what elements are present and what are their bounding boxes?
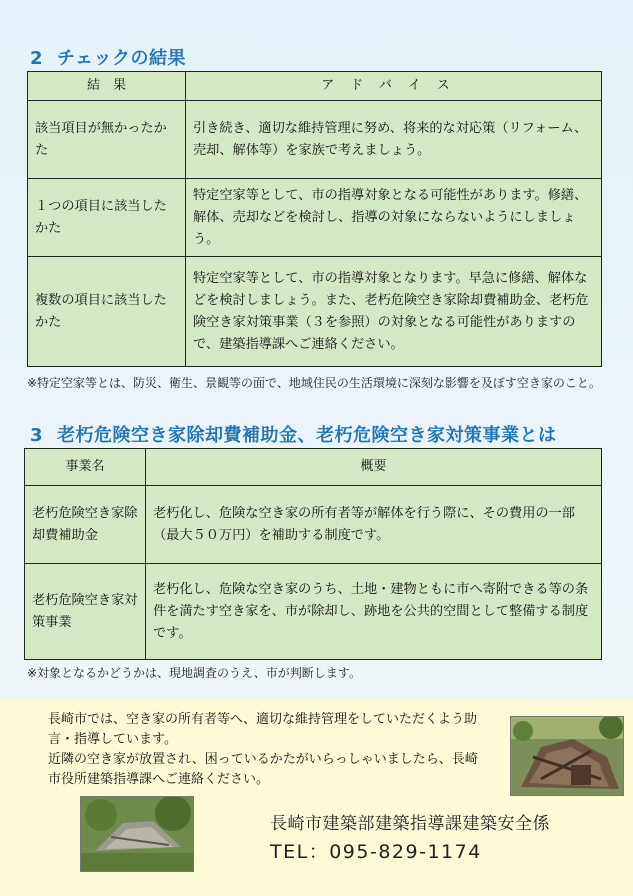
collapsed-house-photo	[510, 716, 624, 796]
check-result-table	[27, 71, 602, 367]
program-name-cell: 老朽危険空き家対策事業	[25, 564, 146, 660]
program-summary-cell: 老朽化し、危険な空き家のうち、土地・建物ともに市へ寄附できる等の条件を満たす空き家を、市が除却し、跡地を公共的空間として整備する制度です。	[146, 564, 602, 660]
program-summary-cell: 老朽化し、危険な空き家の所有者等が解体を行う際に、その費用の一部（最大５０万円）を補助する制度です。	[146, 486, 602, 564]
table-row	[28, 257, 602, 367]
table-row	[25, 486, 602, 564]
result-cell: 複数の項目に該当したかた	[28, 257, 186, 367]
header-summary: 概要	[146, 449, 602, 486]
section2-note: ※特定空家等とは、防災、衛生、景観等の面で、地域住民の生活環境に深刻な影響を及ぼす空き家のこと。	[27, 376, 601, 390]
footer-paragraph: 近隣の空き家が放置され、困っているかたがいらっしゃいましたら、長崎市役所建築指導課へご連絡ください。	[48, 752, 478, 787]
result-cell: 該当項目が無かったかた	[28, 101, 186, 179]
collapsed-house-image	[511, 717, 623, 795]
program-table	[24, 448, 602, 660]
advice-cell: 特定空家等として、市の指導対象となります。早急に修繕、解体などを検討しましょう。また、老朽危険空き家除却費補助金、老朽危険空き家対策事業（３を参照）の対象となる可能性がありますので、建築指導課へご連絡ください。	[186, 257, 602, 367]
advice-cell: 特定空家等として、市の指導対象となる可能性があります。修繕、解体、売却などを検討し、指導の対象にならないようにしましょう。	[186, 179, 602, 257]
phone-number: TEL：095-829-1174	[270, 841, 482, 863]
header-name: 事業名	[25, 449, 146, 486]
table-row	[28, 179, 602, 257]
section3-title: 老朽危険空き家除却費補助金、老朽危険空き家対策事業とは	[57, 425, 557, 446]
footer-paragraph: 長崎市では、空き家の所有者等へ、適切な維持管理をしていただくよう助言・指導しています。	[48, 712, 478, 747]
section2-heading	[30, 44, 186, 70]
footer-message	[48, 710, 488, 790]
header-advice: アドバイス	[186, 72, 602, 101]
table-row	[28, 101, 602, 179]
section3-number: 3	[30, 425, 44, 446]
program-name-cell: 老朽危険空き家除却費補助金	[25, 486, 146, 564]
footer-panel	[0, 700, 633, 896]
abandoned-house-image	[81, 797, 193, 871]
abandoned-house-photo	[80, 796, 194, 872]
table-row	[25, 564, 602, 660]
advice-cell: 引き続き、適切な維持管理に努め、将来的な対応策（リフォーム、売却、解体等）を家族で考えましょう。	[186, 101, 602, 179]
section2-title: チェックの結果	[57, 48, 186, 69]
section2-number: 2	[30, 48, 44, 69]
result-cell: １つの項目に該当したかた	[28, 179, 186, 257]
header-result: 結 果	[28, 72, 186, 101]
section3-heading	[30, 421, 557, 447]
department-name: 長崎市建築部建築指導課建築安全係	[270, 814, 550, 834]
table-header-row	[25, 449, 602, 486]
section3-note: ※対象となるかどうかは、現地調査のうえ、市が判断します。	[27, 666, 361, 680]
table-header-row	[28, 72, 602, 101]
